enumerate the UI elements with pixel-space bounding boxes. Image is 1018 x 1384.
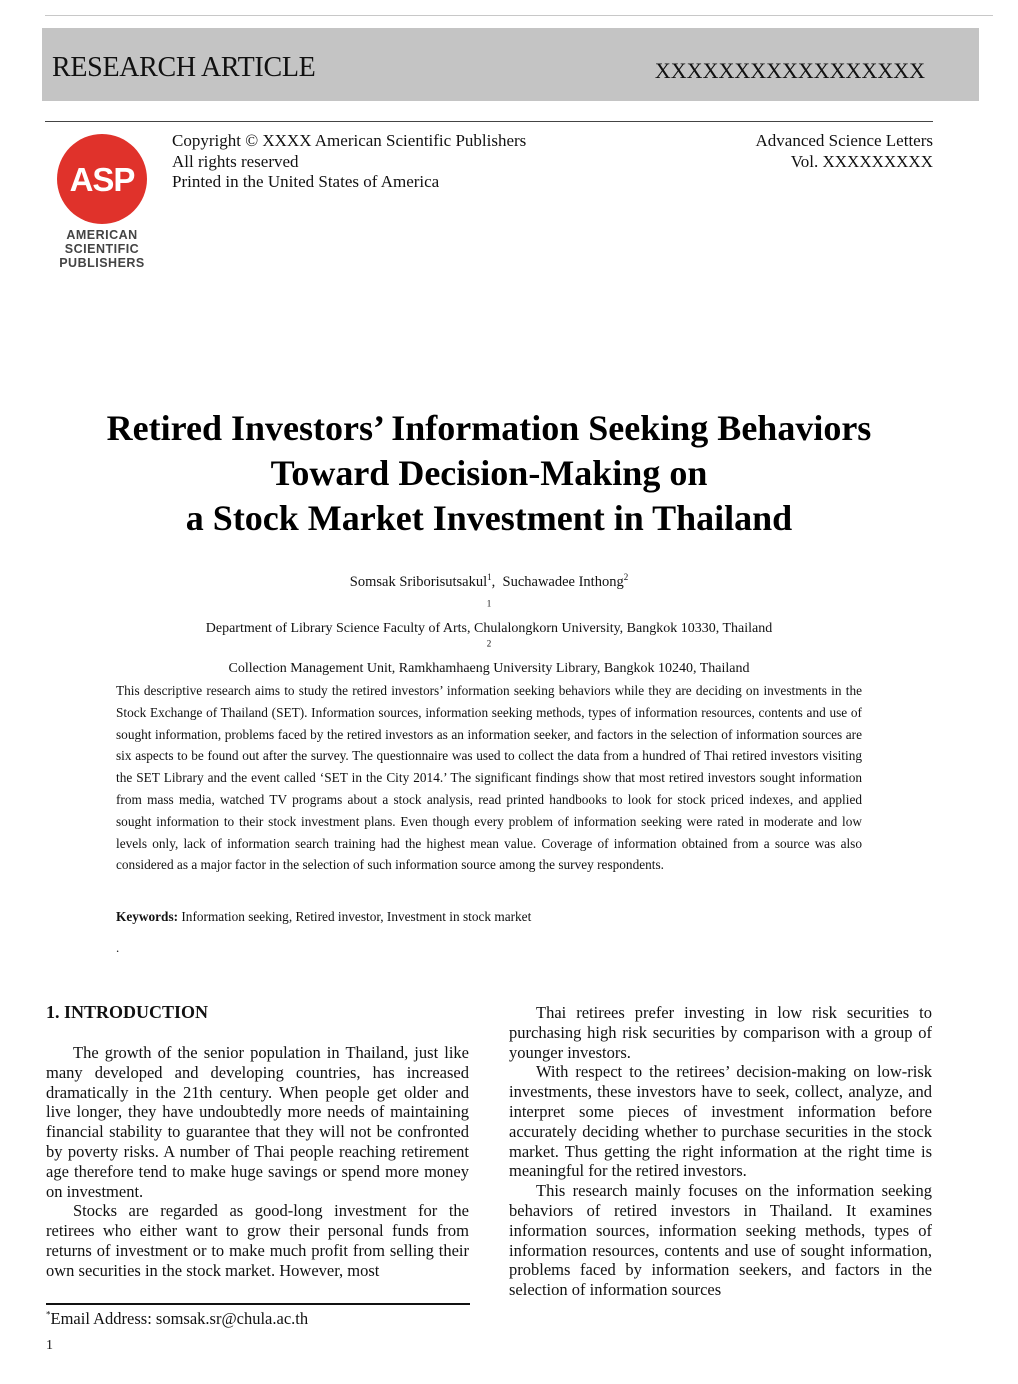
right-column xyxy=(509,1003,932,1300)
affiliations xyxy=(0,599,978,679)
author-affil-mark: 1 xyxy=(487,572,492,583)
copyright-block xyxy=(172,131,526,193)
author-list xyxy=(0,574,978,591)
title-line: a Stock Market Investment in Thailand xyxy=(185,498,793,538)
affiliation: $^1$ Department of Library Science Faculty of Arts, Chulalongkorn University, Bangkok 10330, Thailand xyxy=(205,598,773,636)
rights-line: All rights reserved xyxy=(172,151,299,171)
journal-name: Advanced Science Letters xyxy=(755,131,933,150)
section-heading: 1. INTRODUCTION xyxy=(46,1002,209,1022)
paper-title xyxy=(0,406,978,541)
author-separator: , xyxy=(491,574,503,590)
footnote-rule xyxy=(46,1303,470,1305)
logo-circle xyxy=(57,134,147,224)
body-paragraph: Stocks are regarded as good-long investment for the retirees who either want to grow their personal funds from returns of investment or to make much profit from selling their own securities in the stock market. However, most xyxy=(46,1201,469,1280)
body-paragraph: This research mainly focuses on the information seeking behaviors of retired investors in Thailand. It examines information sources, information seeking methods, types of information resources, contents and use of sought information, problems faced by information seekers, and factors in the selection of information sources xyxy=(509,1181,932,1300)
page-number: 1 xyxy=(46,1338,53,1353)
logo-mark: ASP xyxy=(69,161,135,198)
footnote-text: Email Address: somsak.sr@chula.ac.th xyxy=(50,1309,309,1328)
journal-block xyxy=(700,131,933,172)
article-id: XXXXXXXXXXXXXXXXX xyxy=(654,58,925,83)
author-affil-mark: 2 xyxy=(623,572,629,583)
footnote xyxy=(46,1309,308,1329)
body-paragraph: Thai retirees prefer investing in low risk securities to purchasing high risk securities by comparison with a group of younger investors. xyxy=(509,1003,932,1062)
printed-line: Printed in the United States of America xyxy=(172,172,440,191)
title-line: Toward Decision-Making on xyxy=(270,453,708,493)
keywords-label: Keywords: xyxy=(116,909,179,924)
left-column xyxy=(46,1043,469,1281)
article-type: RESEARCH ARTICLE xyxy=(52,52,316,83)
abstract: This descriptive research aims to study the retired investors’ information seeking behaviors while they are deciding on investments in the Stock Exchange of Thailand (SET). Information sources, information seeking methods, types of information resources, contents and use of sought information, problems faced by the retired investors as an information seeker, and factors in the selection of information sources are six aspects to be found out after the survey. The questionnaire was used to collect the data from a hundred of Thai retired investors visiting the SET Library and the event called ‘SET in the City 2014.’ The significant findings show that most retired investors sought information from mass media, watched TV programs about a stock analysis, read printed handbooks to look for stock priced indexes, and applied sought information to their stock investment plans. Even though every problem of information seeking were rated in moderate and low levels only, lack of information search training had the highest mean value. Coverage of information obtained from a source was also considered as a major factor in the selection of such information source among the survey respondents. xyxy=(116,683,862,873)
keywords-text: Information seeking, Retired investor, Investment in stock market xyxy=(178,909,532,924)
stray-mark: . xyxy=(116,940,120,955)
footnote-mark: * xyxy=(46,1309,51,1320)
title-line: Retired Investors’ Information Seeking Behaviors xyxy=(106,408,872,448)
header-rule xyxy=(45,121,933,122)
top-rule xyxy=(45,15,993,16)
article-banner xyxy=(42,28,979,101)
keywords xyxy=(116,909,531,925)
copyright-line: Copyright © XXXX American Scientific Publishers xyxy=(172,131,527,150)
body-paragraph: With respect to the retirees’ decision-making on low-risk investments, these investors have to seek, collect, analyze, and interpret some pieces of investment information before accurately deciding whether to purchase securities in the stock market. Thus getting the right information at the right time is meaningful for the retired investors. xyxy=(509,1062,932,1181)
body-paragraph: The growth of the senior population in Thailand, just like many developed and developing countries, has increased dramatically in the 21th century. When people get older and live longer, they have undoubtedly more needs of maintaining financial stability to guarantee that they will not be confronted by poverty risks. A number of Thai people reaching retirement age therefore tend to make huge savings or spend more money on investment. xyxy=(46,1043,469,1201)
affiliation: $^2$ Collection Management Unit, Ramkhamhaeng University Library, Bangkok 10240, Thailand xyxy=(228,638,750,676)
author-name: Suchawadee Inthong xyxy=(502,574,624,590)
author-name: Somsak Sriborisutsakul xyxy=(349,574,488,590)
publisher-logo xyxy=(50,134,154,274)
journal-volume: Vol. XXXXXXXXX xyxy=(790,151,933,171)
logo-wordmark: AMERICAN SCIENTIFIC PUBLISHERS xyxy=(59,228,145,270)
